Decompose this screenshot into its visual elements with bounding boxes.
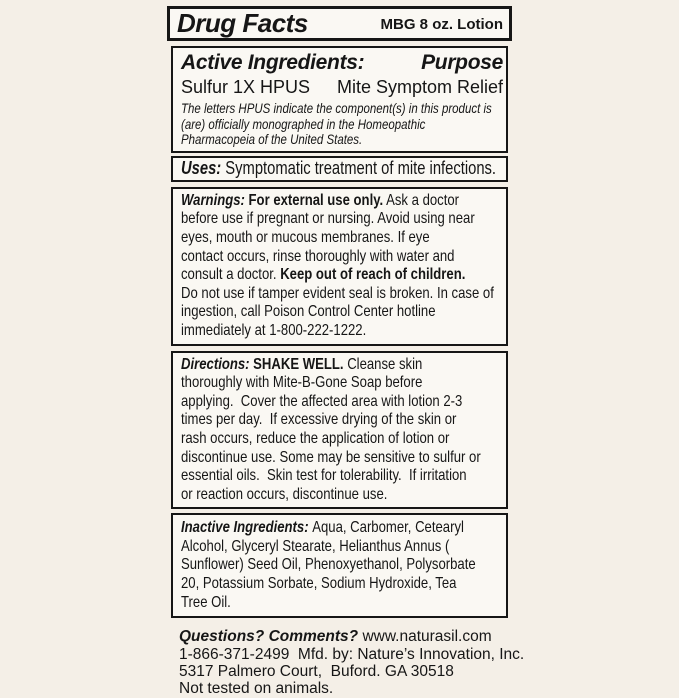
warnings-label: Warnings: bbox=[181, 191, 249, 209]
active-ingredients-heading-row bbox=[181, 50, 503, 76]
warnings-line: before use if pregnant or nursing. Avoid using near bbox=[181, 210, 475, 228]
inactive-ingredients-line: Alcohol, Glyceryl Stearate, Helianthus Annus ( bbox=[181, 537, 450, 555]
directions-line: rash occurs, reduce the application of lotion or bbox=[181, 429, 450, 447]
directions-text: Cleanse skin bbox=[343, 355, 423, 373]
active-ingredients-heading: Active Ingredients: bbox=[181, 51, 365, 74]
inactive-ingredients-line bbox=[181, 519, 503, 538]
directions-label: Directions: bbox=[181, 355, 254, 373]
directions-line: discontinue use. Some may be sensitive to sulfur or bbox=[181, 448, 481, 466]
uses-line bbox=[181, 159, 503, 178]
directions-section bbox=[171, 351, 508, 510]
animal-testing-note: Not tested on animals. bbox=[179, 680, 334, 698]
phone-manufacturer-line: 1-866-371-2499 Mfd. by: Nature’s Innovation, Inc. bbox=[179, 645, 525, 663]
inactive-ingredients-line: Sunflower) Seed Oil, Phenoxyethanol, Polysorbate bbox=[181, 556, 476, 574]
directions-line: applying. Cover the affected area with lotion 2-3 bbox=[181, 392, 463, 410]
warnings-line: immediately at 1-800-222-1222. bbox=[181, 321, 367, 339]
active-ingredient-purpose: Mite Symptom Relief bbox=[336, 77, 503, 97]
active-ingredient-name: Sulfur 1X HPUS bbox=[181, 77, 311, 97]
uses-text: Symptomatic treatment of mite infections. bbox=[225, 157, 497, 178]
warnings-line bbox=[181, 192, 503, 211]
inactive-ingredients-line: 20, Potassium Sorbate, Sodium Hydroxide, Tea bbox=[181, 575, 457, 593]
website-text: www.naturasil.com bbox=[362, 628, 492, 646]
drug-facts-header bbox=[167, 6, 512, 41]
inactive-ingredients-line: Tree Oil. bbox=[181, 593, 231, 611]
active-ingredient-row bbox=[181, 76, 503, 99]
warnings-line: ingestion, call Poison Control Center hotline bbox=[181, 303, 436, 321]
purpose-heading: Purpose bbox=[421, 51, 503, 74]
hpus-note bbox=[181, 101, 503, 148]
drug-facts-title: Drug Facts bbox=[177, 8, 308, 38]
directions-line: thoroughly with Mite-B-Gone Soap before bbox=[181, 374, 423, 392]
active-ingredients-section bbox=[171, 46, 508, 153]
drug-facts-label bbox=[167, 6, 525, 698]
warnings-line bbox=[181, 266, 503, 285]
uses-section bbox=[171, 156, 508, 182]
children-warning: Keep out of reach of children. bbox=[280, 266, 466, 284]
questions-comments-line bbox=[179, 628, 512, 645]
warnings-line: contact occurs, rinse thoroughly with water and bbox=[181, 247, 455, 265]
directions-line bbox=[181, 356, 503, 375]
hpus-note-line: The letters HPUS indicate the component(s) in this product is bbox=[181, 100, 492, 116]
warnings-line: eyes, mouth or mucous membranes. If eye bbox=[181, 228, 430, 246]
questions-comments-label: Questions? Comments? bbox=[179, 628, 363, 646]
hpus-note-line: (are) officially monographed in the Homeopathic bbox=[181, 115, 426, 132]
inactive-ingredients-section bbox=[171, 513, 508, 618]
external-use-warning: For external use only. bbox=[248, 191, 384, 209]
uses-label: Uses: bbox=[181, 157, 226, 178]
directions-line: or reaction occurs, discontinue use. bbox=[181, 485, 388, 503]
warnings-section bbox=[171, 187, 508, 346]
warnings-text: Ask a doctor bbox=[383, 191, 460, 209]
warnings-text: consult a doctor. bbox=[181, 266, 281, 284]
inactive-ingredients-label: Inactive Ingredients: bbox=[181, 519, 313, 537]
inactive-ingredients-text: Aqua, Carbomer, Cetearyl bbox=[312, 519, 464, 537]
warnings-line: Do not use if tamper evident seal is broken. In case of bbox=[181, 284, 494, 302]
directions-line: essential oils. Skin test for tolerability. If irritation bbox=[181, 467, 467, 485]
manufacturer-footer bbox=[179, 628, 525, 698]
address-line: 5317 Palmero Court, Buford. GA 30518 bbox=[179, 663, 454, 681]
directions-line: times per day. If excessive drying of the skin or bbox=[181, 411, 457, 429]
product-name: MBG 8 oz. Lotion bbox=[380, 16, 503, 33]
shake-well-instruction: SHAKE WELL. bbox=[253, 355, 344, 373]
hpus-note-line: Pharmacopeia of the United States. bbox=[181, 131, 363, 148]
